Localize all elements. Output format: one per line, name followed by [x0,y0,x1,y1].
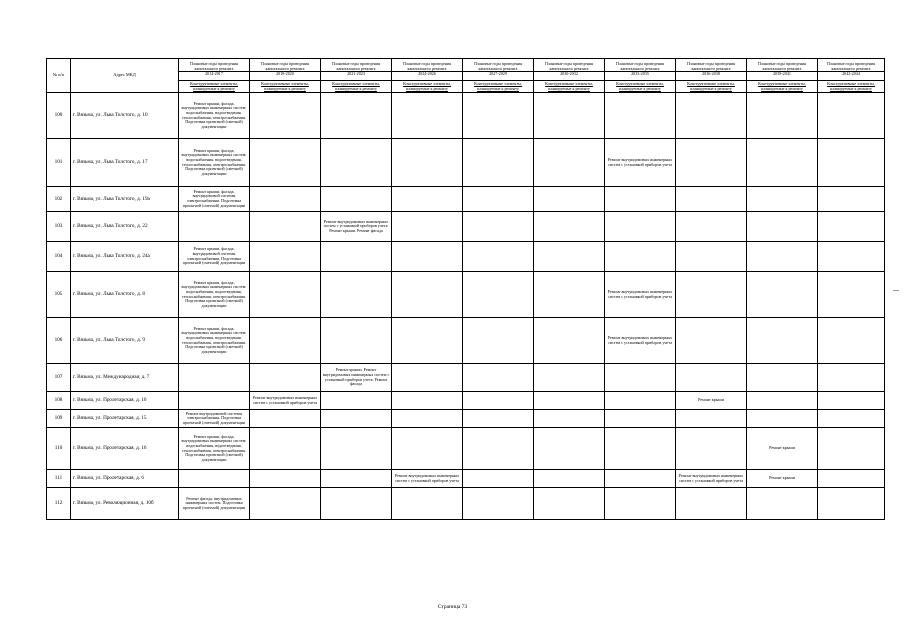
repair-cell [747,364,818,392]
repair-cell [747,392,818,410]
repair-cell [747,187,818,212]
row-address: г. Вязьма, ул. Льва Толстого, д. 9 [71,318,179,364]
row-number: 102 [47,187,71,212]
table-row [47,488,885,520]
repair-cell [676,272,747,318]
period-years: 2014-2017 [179,71,249,77]
repair-cell [392,318,463,364]
row-address: г. Вязьма, ул. Пролетарская, д. 10 [71,392,179,410]
margin-mark [893,290,899,291]
repair-cell [463,364,534,392]
repair-cell [818,470,885,488]
repair-cell [676,318,747,364]
repair-cell [250,488,321,520]
period-title: Плановые годы проведения капитального ремонта [260,61,310,71]
page-footer: Страница 73 [437,604,468,610]
repair-cell [250,470,321,488]
repair-cell [463,392,534,410]
period-years: 2024-2026 [392,71,462,77]
repair-cell [818,212,885,242]
repair-cell [747,488,818,520]
header-period [392,59,463,81]
repair-cell [463,470,534,488]
capital-repair-plan-table [46,58,885,520]
repair-cell [392,364,463,392]
repair-cell [676,428,747,470]
repair-cell [392,410,463,428]
header-period [321,59,392,81]
repair-cell [605,187,676,212]
repair-cell [747,139,818,187]
row-number: 104 [47,242,71,272]
repair-cell: Ремонт внутридомовых инженерных систем с установкой приборов учета [392,470,463,488]
repair-cell [321,428,392,470]
repair-cell [676,187,747,212]
repair-cell [747,212,818,242]
repair-cell [392,187,463,212]
repair-cell [321,392,392,410]
repair-cell [605,488,676,520]
repair-cell [321,470,392,488]
row-number: 109 [47,410,71,428]
repair-cell [534,93,605,139]
repair-cell [605,364,676,392]
repair-cell [534,212,605,242]
header-period [676,59,747,81]
repair-cell [534,187,605,212]
repair-cell [463,187,534,212]
repair-cell: Ремонт внутридомовых инженерных систем с установкой приборов учета [605,272,676,318]
repair-cell [179,212,250,242]
row-address: г. Вязьма, ул. Льва Толстого, д. 10 [71,93,179,139]
repair-cell [392,242,463,272]
header-subtitle: Конструктивные элементы, планируемые к ремонту [818,81,885,93]
repair-cell [676,242,747,272]
repair-cell [534,318,605,364]
repair-cell [250,212,321,242]
repair-cell [321,93,392,139]
repair-cell [534,488,605,520]
table-row [47,242,885,272]
repair-cell [605,93,676,139]
row-number: 108 [47,392,71,410]
period-years: 2039-2041 [747,71,817,77]
period-title: Плановые годы проведения капитального ремонта [544,61,594,71]
repair-cell [392,93,463,139]
repair-cell [321,488,392,520]
repair-cell [747,318,818,364]
repair-cell [392,428,463,470]
header-subtitle: Конструктивные элементы, планируемые к ремонту [463,81,534,93]
repair-cell [818,93,885,139]
repair-cell [179,364,250,392]
row-address: г. Вязьма, ул. Льва Толстого, д. 17 [71,139,179,187]
repair-cell: Ремонт крыши, фасада, внутридомовых инженерных систем: водоснабжения, водоотведения, теплоснабжения, электроснабжения. Подготовка проектной (сметной) документации [179,428,250,470]
repair-cell [392,392,463,410]
header-subtitle: Конструктивные элементы, планируемые к ремонту [676,81,747,93]
repair-cell [818,139,885,187]
repair-cell: Ремонт крыши [747,428,818,470]
repair-cell [534,139,605,187]
period-years: 2042-2044 [818,71,884,77]
repair-cell: Ремонт крыши, фасада, внутридомовой системы электроснабжения. Подготовка проектной (сметной) документации [179,187,250,212]
repair-cell: Ремонт внутридомовых инженерных систем с установкой приборов учета [250,392,321,410]
header-address: Адрес МКД [71,59,179,93]
header-period [463,59,534,81]
repair-cell [321,242,392,272]
repair-cell [818,488,885,520]
repair-cell [534,410,605,428]
repair-cell [463,428,534,470]
period-title: Плановые годы проведения капитального ремонта [686,61,736,71]
repair-cell [392,212,463,242]
repair-cell [747,410,818,428]
period-title: Плановые годы проведения капитального ремонта [615,61,665,71]
period-title: Плановые годы проведения капитального ремонта [473,61,523,71]
period-years: 2018-2020 [250,71,320,77]
header-subtitle: Конструктивные элементы, планируемые к ремонту [250,81,321,93]
repair-cell [818,410,885,428]
repair-cell [676,364,747,392]
header-subtitle: Конструктивные элементы, планируемые к ремонту [392,81,463,93]
repair-cell [534,272,605,318]
table-row [47,428,885,470]
header-row-periods [47,59,885,81]
repair-cell [463,93,534,139]
row-address: г. Вязьма, ул. Международная, д. 7 [71,364,179,392]
repair-cell [605,212,676,242]
table-row [47,470,885,488]
repair-cell [605,410,676,428]
row-address: г. Вязьма, ул. Льва Толстого, д. 22 [71,212,179,242]
repair-cell: Ремонт крыши [676,392,747,410]
period-years: 2030-2032 [534,71,604,77]
header-period [747,59,818,81]
repair-cell [463,212,534,242]
repair-cell [250,364,321,392]
repair-cell [818,242,885,272]
repair-cell [250,187,321,212]
repair-cell [605,392,676,410]
header-period [250,59,321,81]
repair-cell [676,410,747,428]
period-years: 2036-2038 [676,71,746,77]
repair-cell [321,410,392,428]
repair-cell [321,272,392,318]
repair-cell: Ремонт крыши [747,470,818,488]
repair-cell [463,488,534,520]
repair-cell [321,318,392,364]
header-period [534,59,605,81]
repair-cell [463,139,534,187]
header-subtitle: Конструктивные элементы, планируемые к ремонту [534,81,605,93]
row-address: г. Вязьма, ул. Льва Толстого, д. 24а [71,242,179,272]
header-period [179,59,250,81]
repair-cell [463,410,534,428]
row-number: 110 [47,428,71,470]
repair-cell [676,139,747,187]
repair-cell [321,139,392,187]
repair-cell: Ремонт фасада, внутридомовых инженерных систем. Подготовка проектной (сметной) документации [179,488,250,520]
table-row [47,364,885,392]
repair-cell [534,470,605,488]
row-number: 103 [47,212,71,242]
table-body [47,93,885,520]
table-row [47,93,885,139]
repair-cell [818,318,885,364]
period-title: Плановые годы проведения капитального ремонта [331,61,381,71]
period-years: 2027-2029 [463,71,533,77]
table-row [47,392,885,410]
repair-cell: Ремонт крыши, фасада, внутридомовых инженерных систем: водоснабжения, водоотведения, теплоснабжения, электроснабжения. Подготовка проектной (сметной) документации [179,272,250,318]
row-address: г. Вязьма, ул. Пролетарская, д. 15 [71,410,179,428]
repair-cell [250,428,321,470]
repair-cell [747,242,818,272]
table-row [47,139,885,187]
header-subtitle: Конструктивные элементы, планируемые к ремонту [605,81,676,93]
row-number: 105 [47,272,71,318]
period-title: Плановые годы проведения капитального ремонта [757,61,807,71]
row-number: 106 [47,318,71,364]
repair-cell [534,392,605,410]
repair-cell [676,488,747,520]
repair-cell: Ремонт внутридомовых инженерных систем с установкой приборов учета [605,139,676,187]
row-number: 112 [47,488,71,520]
table-row [47,410,885,428]
row-address: г. Вязьма, ул. Льва Толстого, д. 19а [71,187,179,212]
period-title: Плановые годы проведения капитального ремонта [189,61,239,71]
repair-cell: Ремонт внутридомовых инженерных систем с установкой приборов учета [605,318,676,364]
period-title: Плановые годы проведения капитального ремонта [826,61,876,71]
row-address: г. Вязьма, ул. Пролетарская, д. 16 [71,428,179,470]
repair-cell [747,272,818,318]
repair-cell [250,272,321,318]
repair-cell [605,470,676,488]
repair-cell: Ремонт внутридомовых инженерных систем с установкой приборов учета. Ремонт крыши. Ремонт фасада [321,212,392,242]
repair-cell [392,272,463,318]
repair-cell [818,187,885,212]
repair-cell: Ремонт крыши, фасада, внутридомовых инженерных систем: водоснабжения, водоотведения, теплоснабжения, электроснабжения. Подготовка проектной (сметной) документации [179,93,250,139]
table-row [47,318,885,364]
repair-cell [463,272,534,318]
period-title: Плановые годы проведения капитального ремонта [402,61,452,71]
repair-cell [250,139,321,187]
repair-cell [818,428,885,470]
header-period [605,59,676,81]
repair-cell [250,410,321,428]
repair-cell [818,272,885,318]
repair-cell [676,212,747,242]
repair-cell [321,187,392,212]
header-subtitle: Конструктивные элементы, планируемые к ремонту [321,81,392,93]
repair-cell: Ремонт крыши. Ремонт внутридомовых инженерных систем с установкой приборов учета. Ремонт фасада [321,364,392,392]
repair-cell: Ремонт внутридомовых инженерных систем с установкой приборов учета [676,470,747,488]
repair-cell [392,139,463,187]
row-number: 111 [47,470,71,488]
repair-cell [605,242,676,272]
table-row [47,187,885,212]
repair-cell [605,428,676,470]
repair-cell [818,364,885,392]
period-years: 2021-2023 [321,71,391,77]
header-period [818,59,885,81]
header-num: № п/п [47,59,71,93]
row-address: г. Вязьма, ул. Революционная, д. 10б [71,488,179,520]
row-address: г. Вязьма, ул. Льва Толстого, д. 8 [71,272,179,318]
repair-cell [179,392,250,410]
repair-cell: Ремонт внутридомовой системы электроснабжения. Подготовка проектной (сметной) документации [179,410,250,428]
repair-cell [392,488,463,520]
repair-cell [463,242,534,272]
header-subtitle: Конструктивные элементы, планируемые к ремонту [747,81,818,93]
repair-cell: Ремонт крыши, фасада, внутридомовых инженерных систем: водоснабжения, водоотведения, теплоснабжения, электроснабжения. Подготовка проектной (сметной) документации [179,139,250,187]
row-number: 100 [47,93,71,139]
repair-cell [179,470,250,488]
repair-cell [463,318,534,364]
repair-cell [250,318,321,364]
repair-cell [534,428,605,470]
repair-cell [676,93,747,139]
row-number: 101 [47,139,71,187]
repair-cell [250,93,321,139]
row-address: г. Вязьма, ул. Пролетарская, д. 6 [71,470,179,488]
period-years: 2033-2035 [605,71,675,77]
row-number: 107 [47,364,71,392]
repair-cell [818,392,885,410]
table-row [47,212,885,242]
header-subtitle: Конструктивные элементы, планируемые к ремонту [179,81,250,93]
repair-cell [250,242,321,272]
table-row [47,272,885,318]
repair-cell [747,93,818,139]
repair-cell: Ремонт крыши, фасада, внутридомовых инженерных систем: водоснабжения, водоотведения, теплоснабжения, электроснабжения. Подготовка проектной (сметной) документации [179,318,250,364]
repair-cell [534,242,605,272]
repair-cell [534,364,605,392]
document-sheet [46,58,885,520]
repair-cell: Ремонт крыши, фасада, внутридомовой системы электроснабжения. Подготовка проектной (сметной) документации [179,242,250,272]
